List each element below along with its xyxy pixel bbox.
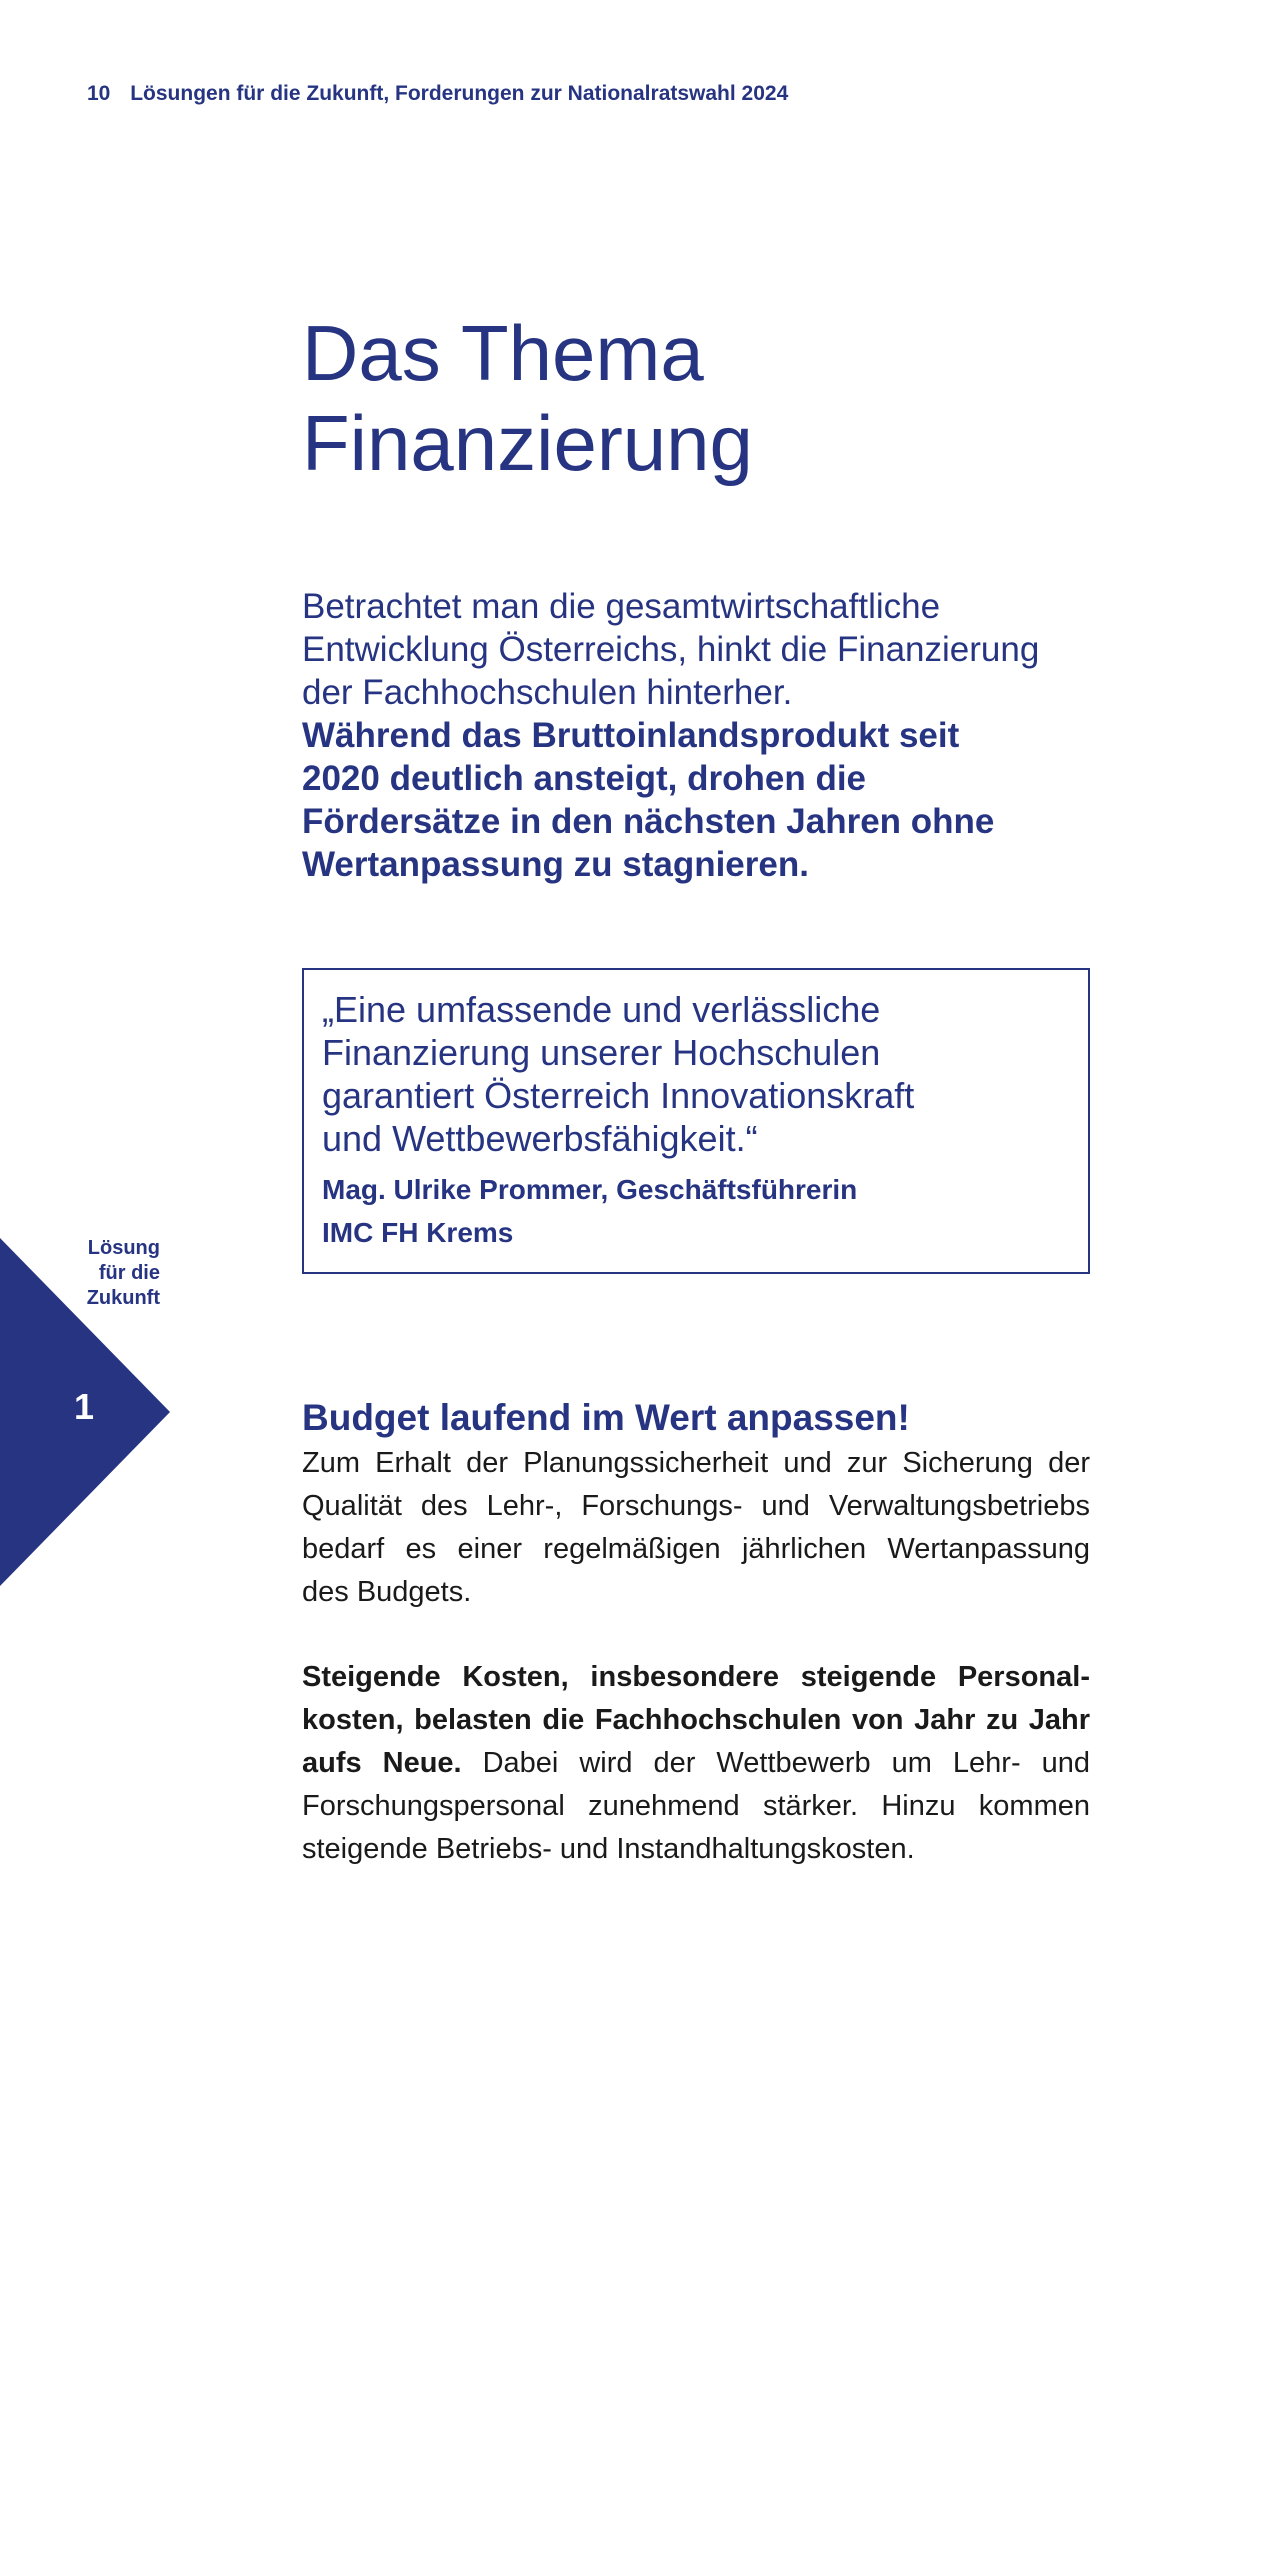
side-label-line: Lösung (87, 1237, 160, 1259)
page-title-line-1: Das Thema (302, 309, 704, 397)
quote-box (302, 968, 1090, 1274)
body-line: Qualität des Lehr-, Forschungs- und Verwaltungsbetriebs (302, 1490, 1090, 1522)
intro-line: Entwicklung Österreichs, hinkt die Finanzierung (302, 630, 1040, 669)
header-title: Lösungen für die Zukunft, Forderungen zur Nationalratswahl 2024 (130, 82, 789, 105)
running-header (87, 82, 788, 106)
side-label-line: für die (98, 1262, 160, 1284)
body-paragraph-2 (302, 1656, 1090, 1871)
intro-bold-line: Fördersätze in den nächsten Jahren ohne (302, 802, 995, 841)
quote-line: „Eine umfassende und verlässliche (322, 989, 881, 1030)
quote-text (322, 988, 1070, 1160)
intro-paragraph (302, 585, 1122, 886)
body-bold-text: aufs Neue. (302, 1747, 462, 1779)
body-bold-text: Steigende Kosten, insbesondere steigende Personal- (302, 1661, 1090, 1693)
body-bold-text: kosten, belasten die Fachhochschulen von Jahr zu Jahr (302, 1704, 1090, 1736)
quote-author-organization: IMC FH Krems (322, 1217, 514, 1248)
body-paragraph-1 (302, 1442, 1090, 1614)
body-text-rest: Dabei wird der Wettbewerb um Lehr- und (461, 1747, 1090, 1779)
page-number: 10 (87, 82, 111, 105)
section-heading: Budget laufend im Wert anpassen! (302, 1397, 910, 1438)
quote-line: und Wettbewerbsfähigkeit.“ (322, 1118, 758, 1159)
body-line: Zum Erhalt der Planungssicherheit und zur Sicherung der (302, 1447, 1090, 1479)
side-label-line: Zukunft (86, 1287, 160, 1309)
quote-author (322, 1168, 1070, 1254)
body-line (302, 1742, 1090, 1785)
quote-line: Finanzierung unserer Hochschulen (322, 1032, 881, 1073)
body-line: bedarf es einer regelmäßigen jährlichen Wertanpassung (302, 1533, 1090, 1565)
quote-line: garantiert Österreich Innovationskraft (322, 1075, 915, 1116)
body-bold-line (302, 1656, 1090, 1699)
body-line: des Budgets. (302, 1576, 472, 1608)
intro-bold-line: Während das Bruttoinlandsprodukt seit (302, 716, 960, 755)
intro-bold-line: Wertanpassung zu stagnieren. (302, 845, 809, 884)
intro-line: der Fachhochschulen hinterher. (302, 673, 793, 712)
body-bold-line (302, 1699, 1090, 1742)
body-line: steigende Betriebs- und Instandhaltungskosten. (302, 1833, 915, 1865)
body-line: Forschungspersonal zunehmend stärker. Hinzu kommen (302, 1790, 1090, 1822)
page-title-line-2: Finanzierung (302, 399, 753, 487)
solution-number: 1 (74, 1386, 95, 1427)
intro-line: Betrachtet man die gesamtwirtschaftliche (302, 587, 941, 626)
intro-bold-line: 2020 deutlich ansteigt, drohen die (302, 759, 867, 798)
page-title (302, 308, 753, 488)
quote-author-name: Mag. Ulrike Prommer, Geschäftsführerin (322, 1174, 858, 1205)
